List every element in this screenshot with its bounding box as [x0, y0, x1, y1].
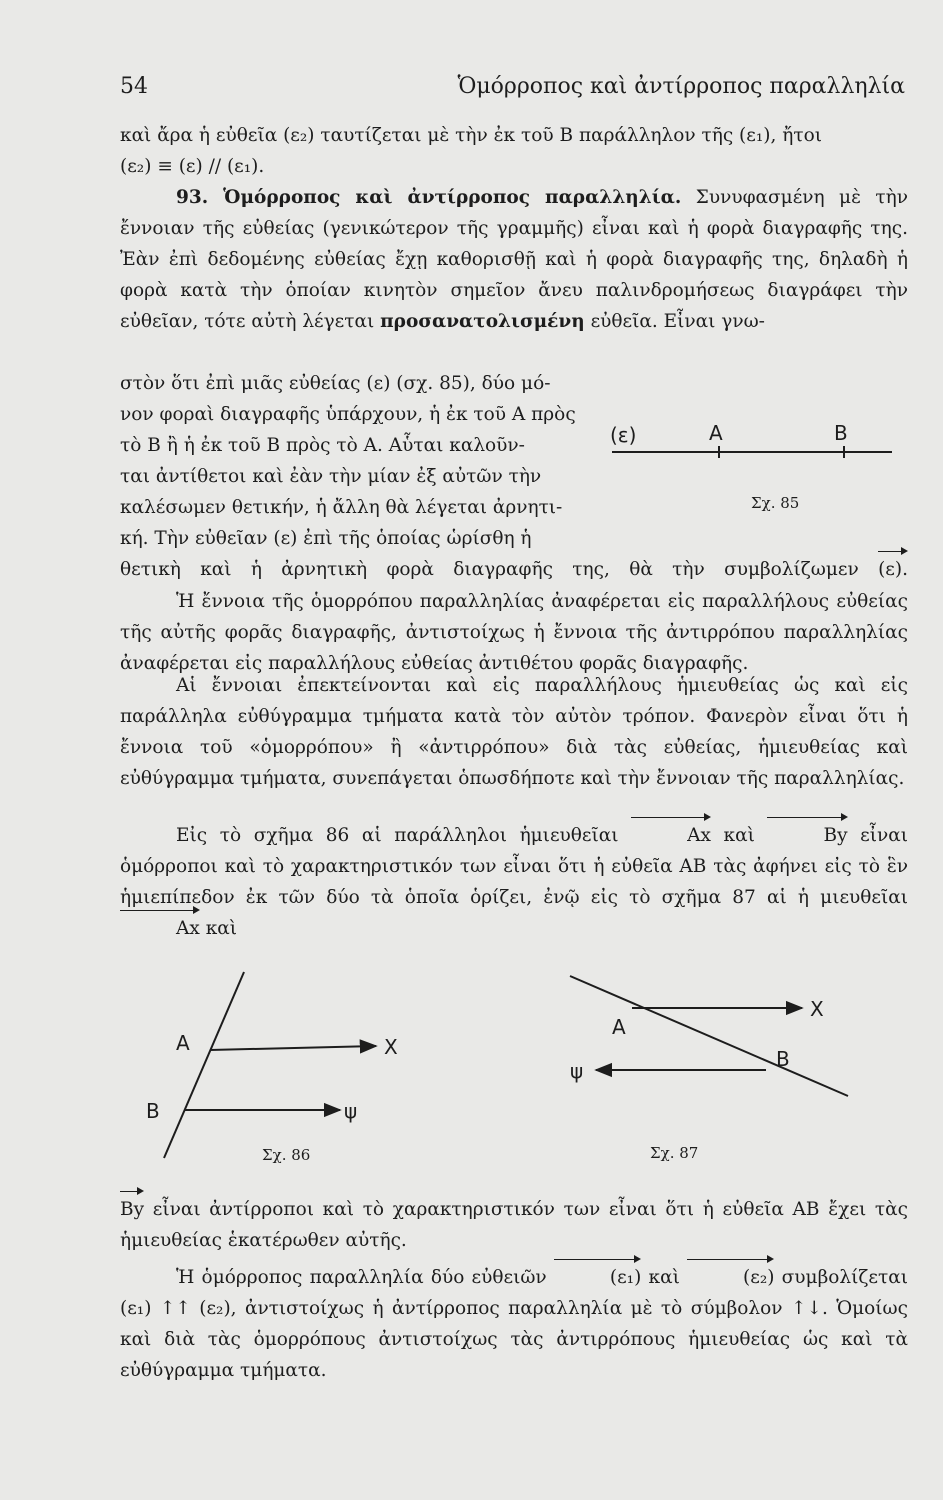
paragraph-parallel-concept: Ἡ ἔννοια τῆς ὁμορρόπου παραλληλίας ἀναφέρεται εἰς παραλλήλους εὐθείας τῆς αὐτῆς φορᾶς διαγραφῆς, ἀντιστοίχως ἡ ἔννοια τῆς ἀντιρρόπου παραλληλίας ἀναφέρεται εἰς παραλλήλους εὐθείας ἀντιθέτου φορᾶς διαγραφῆς.	[120, 591, 908, 674]
paragraph-line: τὸ Β ἢ ἡ ἐκ τοῦ Β πρὸς τὸ Α. Αὗται καλοῦν-	[120, 435, 525, 456]
paragraph-line: νον φοραὶ διαγραφῆς ὑπάρχουν, ἡ ἐκ τοῦ Α πρὸς	[120, 404, 576, 425]
ray-ax	[210, 1046, 376, 1050]
section-93	[120, 182, 908, 337]
figure-caption: Σχ. 87	[650, 1144, 699, 1162]
paragraph-line: καλέσωμεν θετικήν, ἡ ἄλλη θὰ λέγεται ἀρνητι-	[120, 497, 563, 518]
figure-caption: Σχ. 86	[262, 1146, 311, 1164]
ray-y-label: ψ	[344, 1099, 358, 1123]
section-heading: 93. Ὁμόρροπος καὶ ἀντίρροπος παραλληλία.	[176, 187, 682, 208]
page-number: 54	[120, 74, 148, 99]
text: Εἰς τὸ σχῆμα 86 αἱ παράλληλοι ἡμιευθεῖαι	[176, 825, 619, 846]
paragraph-line: (ε₂) ≡ (ε) // (ε₁).	[120, 156, 265, 177]
text: καὶ	[723, 825, 755, 846]
figure-85	[606, 410, 896, 520]
point-a-label: A	[612, 1015, 626, 1039]
point-b-label: B	[834, 421, 848, 445]
text: καὶ	[205, 918, 237, 939]
ray-y-label: ψ	[570, 1059, 584, 1083]
text: συμβολίζεται (ε₁) ↑↑ (ε₂), ἀντιστοίχως ἡ ἀντίρροπος παραλληλία μὲ τὸ σύμβολον ↑↓. Ὁμοίως καὶ διὰ τὰς ὁμορρόπους ἀντιστοίχως τὰς ἀντιρρόπους ἡμιευθείας ὡς καὶ τὰ εὐθύγραμμα τμήματα.	[120, 1267, 908, 1381]
vector-by: By	[767, 820, 847, 851]
paragraph-fig85-text	[120, 368, 598, 554]
paragraph-extension: Αἱ ἔννοιαι ἐπεκτείνονται καὶ εἰς παραλλήλους ἡμιευθείας ὡς καὶ εἰς παράλληλα εὐθύγραμμα τμήματα κατὰ τὸν αὐτὸν τρόπον. Φανερὸν εἶναι ὅτι ἡ ἔννοια τοῦ «ὁμορρόπου» ἢ «ἀντιρρόπου» διὰ τὰς εὐθείας, ἡμιευθείας καὶ εὐθύγραμμα τμήματα, συνεπάγεται ὁπωσδήποτε καὶ τὴν ἔννοιαν τῆς παραλληλίας.	[120, 675, 908, 789]
figure-87	[560, 962, 890, 1172]
paragraph-line-text: θετικὴ καὶ ἡ ἀρνητικὴ φορὰ διαγραφῆς της, θὰ τὴν συμβολίζωμεν	[120, 559, 859, 580]
vector-ax: Ax	[120, 913, 200, 944]
section-text-end: εὐθεῖα. Εἶναι γνω-	[590, 311, 765, 332]
paragraph-line: ται ἀντίθετοι καὶ ἐὰν τὴν μίαν ἐξ αὐτῶν τὴν	[120, 466, 542, 487]
paragraph-notation	[120, 1262, 908, 1386]
vector-e1: (ε₁)	[554, 1262, 641, 1293]
ray-x-label: X	[810, 997, 824, 1021]
vector-e: (ε).	[878, 554, 908, 585]
point-b-label: B	[776, 1047, 790, 1071]
key-term: προσανατολισμένη	[380, 311, 585, 332]
vector-e2: (ε₂)	[687, 1262, 774, 1293]
running-title: Ὁμόρροπος καὶ ἀντίρροπος παραλληλία	[457, 74, 905, 99]
paragraph-line: καὶ ἄρα ἡ εὐθεῖα (ε₂) ταυτίζεται μὲ τὴν ἐκ τοῦ Β παράλληλον τῆς (ε₁), ἤτοι	[120, 125, 822, 146]
ray-x-label: X	[384, 1035, 398, 1059]
paragraph-antiparallel	[120, 1194, 908, 1256]
text: Ἡ ὁμόρροπος παραλληλία δύο εὐθειῶν	[176, 1267, 547, 1288]
paragraph-figures-86-87	[120, 820, 908, 944]
paragraph-continuation	[120, 120, 908, 182]
point-b-label: B	[146, 1099, 160, 1123]
line-label: (ε)	[610, 423, 637, 447]
line-ab	[164, 972, 244, 1158]
point-a-label: A	[709, 421, 723, 445]
figure-caption: Σχ. 85	[751, 494, 800, 512]
section-text: Συνυφασμένη μὲ τὴν ἔννοιαν τῆς εὐθείας (γενικώτερον τῆς γραμμῆς) εἶναι καὶ ἡ φορὰ διαγραφῆς της. Ἐὰν ἐπὶ δεδομένης εὐθείας ἔχῃ καθορισθῇ καὶ ἡ φορὰ διαγραφῆς της, δηλαδὴ ἡ φορὰ κατὰ τὴν ὁποίαν κινητὸν σημεῖον ἄνευ παλινδρομήσεως διαγράφει τὴν εὐθεῖαν, τότε αὐτὴ λέγεται	[120, 187, 908, 332]
text: εἶναι ἀντίρροποι καὶ τὸ χαρακτηριστικόν των εἶναι ὅτι ἡ εὐθεῖα ΑΒ ἔχει τὰς ἡμιευθείας ἑκατέρωθεν αὐτῆς.	[120, 1199, 908, 1251]
vector-by: By	[120, 1194, 144, 1225]
paragraph-line: κή. Τὴν εὐθεῖαν (ε) ἐπὶ τῆς ὁποίας ὡρίσθη ἡ	[120, 528, 532, 549]
figure-86	[140, 962, 440, 1172]
vector-ax: Ax	[631, 820, 711, 851]
text: καὶ	[648, 1267, 680, 1288]
text: εἶναι ὁμόρροποι καὶ τὸ χαρακτηριστικόν των εἶναι ὅτι ἡ εὐθεῖα ΑΒ τὰς ἀφήνει εἰς τὸ ἓν ἡμιεπίπεδον ἐκ τῶν δύο τὰ ὁποῖα ὁρίζει, ἐνῷ εἰς τὸ σχῆμα 87 αἱ ἡ μιευθεῖαι	[120, 825, 908, 908]
paragraph-line: στὸν ὅτι ἐπὶ μιᾶς εὐθείας (ε) (σχ. 85), δύο μό-	[120, 373, 551, 394]
paragraph-line	[120, 554, 908, 585]
point-a-label: A	[176, 1031, 190, 1055]
